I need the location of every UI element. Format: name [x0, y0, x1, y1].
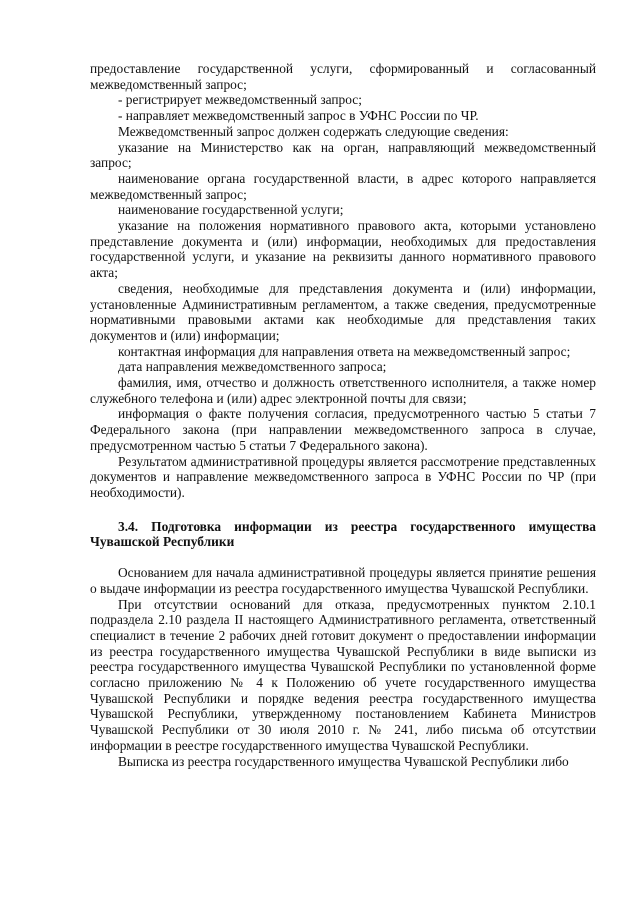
paragraph: предоставление государственной услуги, сформированный и согласованный межведомственный запрос; — [90, 61, 596, 92]
paragraph: Результатом административной процедуры является рассмотрение представленных документов и направление межведомственного запроса в УФНС России по ЧР (при необходимости). — [90, 453, 596, 500]
paragraph: При отсутствии оснований для отказа, предусмотренных пунктом 2.10.1 подраздела 2.10 раздела II настоящего Административного регламента, ответственный специалист в течение 2 рабочих дней готовит документ о предоставлении информации из реестра государственного имущества Чувашской Республики в виде выписки из реестра государственного имущества Чувашской Республики по установленной форме согласно приложению № 4 к Положению об учете государственного имущества Чувашской Республики и порядке ведения реестра государственного имущества Чувашской Республики, утвержденному постановлением Кабинета Министров Чувашской Республики от 30 июля 2010 г. № 241, либо письма об отсутствии информации в реестре государственного имущества Чувашской Республики. — [90, 596, 596, 753]
section-heading: 3.4. Подготовка информации из реестра государственного имущества Чувашской Республики — [90, 518, 596, 550]
paragraph: - направляет межведомственный запрос в УФНС России по ЧР. — [118, 108, 479, 124]
paragraph: наименование государственной услуги; — [118, 202, 344, 218]
paragraph: информация о факте получения согласия, предусмотренного частью 5 статьи 7 Федерального закона (при направлении межведомственного запроса в случае, предусмотренном частью 5 статьи 7 Федерального закона). — [90, 406, 596, 453]
paragraph: - регистрирует межведомственный запрос; — [118, 92, 362, 108]
paragraph: сведения, необходимые для представления документа и (или) информации, установленные Административным регламентом, а также сведения, предусмотренные нормативными правовыми актами как необходимые для представления таких документов и (или) информации; — [90, 280, 596, 343]
section-3-4-body — [90, 565, 596, 769]
paragraph: фамилия, имя, отчество и должность ответственного исполнителя, а также номер служебного телефона и (или) адрес электронной почты для связи; — [90, 375, 596, 406]
paragraph: Межведомственный запрос должен содержать следующие сведения: — [118, 123, 509, 139]
paragraph: указание на Министерство как на орган, направляющий межведомственный запрос; — [90, 139, 596, 171]
section-3-3-tail — [90, 61, 596, 501]
paragraph: дата направления межведомственного запроса; — [118, 359, 387, 375]
paragraph: наименование органа государственной власти, в адрес которого направляется межведомственный запрос; — [90, 170, 596, 202]
paragraph: Основанием для начала административной процедуры является принятие решения о выдаче информации из реестра государственного имущества Чувашской Республики. — [90, 565, 596, 596]
paragraph: указание на положения нормативного правового акта, которыми установлено представление документа и (или) информации, необходимых для предоставления государственной услуги, и указание на реквизиты данного нормативного правового акта; — [90, 218, 596, 281]
document-page — [90, 61, 596, 769]
paragraph: Выписка из реестра государственного имущества Чувашской Республики либо — [118, 753, 569, 769]
paragraph: контактная информация для направления ответа на межведомственный запрос; — [118, 343, 571, 359]
